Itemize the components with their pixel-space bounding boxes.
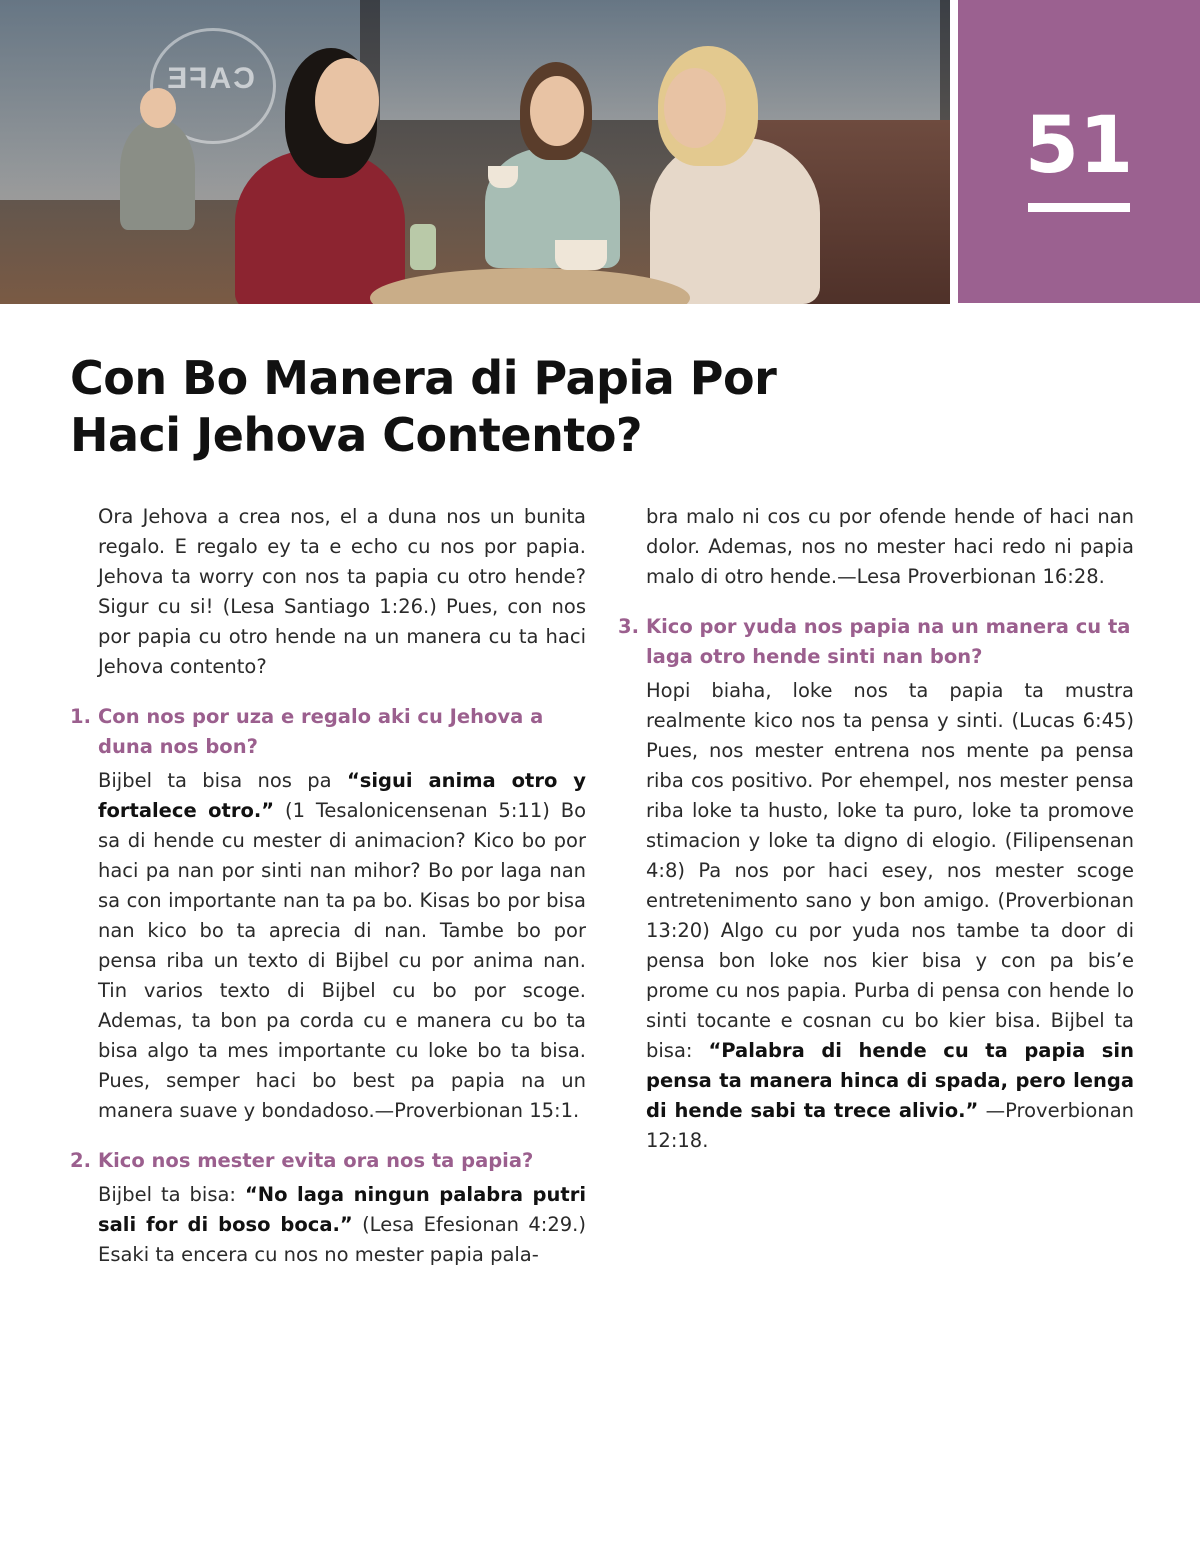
section-2-paragraph-continued: bra malo ni cos cu por ofende hende of haci nan dolor. Ademas, nos no mester haci redo ni papia malo di otro hende.—Lesa Proverbionan 16:28.	[646, 505, 1134, 588]
question-number: 3.	[618, 615, 639, 638]
paragraph-text: —Proverbionan 12:18.	[646, 1099, 1135, 1152]
scripture-quote: “No laga ningun palabra putri sali for di boso boca.”	[98, 1183, 586, 1236]
question-number: 2.	[70, 1149, 91, 1172]
background-person-head	[140, 88, 176, 128]
paragraph-text: (Lesa Efesionan 4:29.) Esaki ta encera cu nos no mester papia pala-	[98, 1213, 586, 1266]
question-number: 1.	[70, 705, 91, 728]
header-photo	[0, 0, 950, 304]
coffee-cup	[488, 166, 518, 188]
section-1-paragraph	[70, 766, 586, 1126]
question-text: Kico nos mester evita ora nos ta papia?	[98, 1149, 534, 1172]
scripture-quote: “sigui anima otro y fortalece otro.”	[98, 769, 586, 822]
cafe-sign-text: CAFE	[165, 62, 255, 95]
right-column	[618, 502, 1134, 1156]
page-title	[70, 350, 970, 464]
page-title-line2: Haci Jehova Contento?	[70, 408, 643, 462]
cafe-table	[370, 268, 690, 304]
section-2-paragraph	[70, 1180, 586, 1270]
coffee-cup	[555, 240, 607, 270]
question-heading-3	[618, 612, 1134, 672]
question-text: Kico por yuda nos papia na un manera cu ta laga otro hende sinti nan bon?	[646, 615, 1131, 668]
question-text: Con nos por uza e regalo aki cu Jehova a duna nos bon?	[98, 705, 544, 758]
intro-paragraph: Ora Jehova a crea nos, el a duna nos un bunita regalo. E regalo ey ta e echo cu nos por papia. Jehova ta worry con nos ta papia cu otro hende? Sigur cu si! (Lesa Santiago 1:26.) Pues, con nos por papia cu otro hende na un manera cu ta haci Jehova contento?	[98, 505, 586, 678]
chapter-number: 51	[1024, 101, 1134, 191]
paragraph-text: Hopi biaha, loke nos ta papia ta mustra realmente kico nos ta pensa y sinti. (Lucas 6:45) Pues, nos mester entrena nos mente pa pensa riba cos positivo. Por ehempel, nos mester pensa riba loke ta husto, loke ta puro, loke ta promove stimacion y loke ta digno di elogio. (Filipensenan 4:8) Pa nos por haci esey, nos mester scoge entretenimento sano y bon amigo. (Proverbionan 13:20) Algo cu por yuda nos tambe ta door di pensa bon loke nos kier bisa y con pa bis’e prome cu nos papia. Purba di pensa con hende lo sinti tocante e cosnan cu bo kier bisa. Bijbel ta bisa:	[646, 679, 1134, 1062]
woman-face	[664, 68, 726, 148]
scripture-quote: “Palabra di hende cu ta papia sin pensa ta manera hinca di spada, pero lenga di hende sabi ta trece alivio.”	[646, 1039, 1134, 1122]
woman-cream-sweater	[650, 138, 820, 304]
section-3-paragraph	[618, 676, 1134, 1156]
chapter-underline	[1028, 203, 1130, 212]
paragraph-text: (1 Tesalonicensenan 5:11) Bo sa di hende cu mester di animacion? Kico bo por haci pa nan por sinti nan mihor? Bo por laga nan sa con importante nan ta pa bo. Kisas bo por bisa nan kico bo ta aprecia di nan. Tambe bo por pensa riba un texto di Bijbel cu por anima nan. Tin varios texto di Bijbel cu bo por scoge. Ademas, ta bon pa corda cu e manera cu bo ta bisa algo ta mes importante cu loke bo ta bisa. Pues, semper haci bo best pa papia na un manera suave y bondadoso.—Proverbionan 15:1.	[98, 799, 586, 1122]
left-column	[70, 502, 586, 1270]
question-heading-2	[70, 1146, 586, 1176]
paragraph-text: Bijbel ta bisa:	[98, 1183, 245, 1206]
paragraph-text: Bijbel ta bisa nos pa	[98, 769, 347, 792]
woman-face	[530, 76, 584, 146]
page-title-line1: Con Bo Manera di Papia Por	[70, 351, 777, 405]
chapter-tab	[958, 0, 1200, 303]
question-heading-1	[70, 702, 586, 762]
glass-jar	[410, 224, 436, 270]
woman-face	[315, 58, 379, 144]
background-person	[120, 120, 195, 230]
